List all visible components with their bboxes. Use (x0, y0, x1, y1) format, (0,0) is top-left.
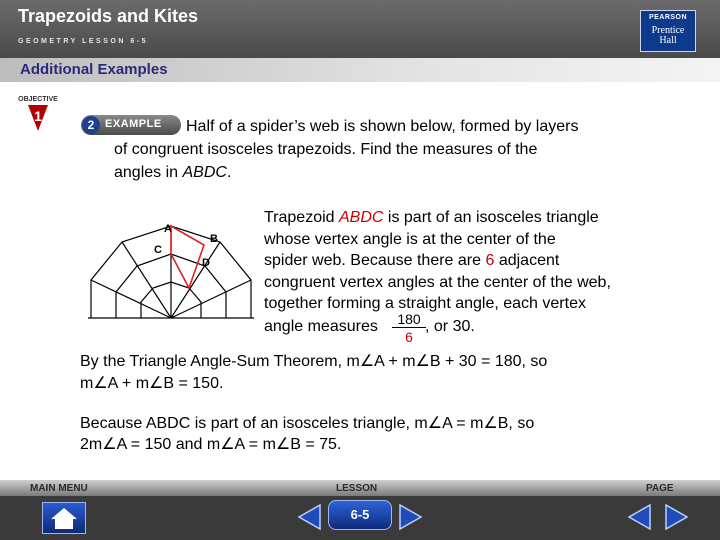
problem-line-2: of congruent isosceles trapezoids. Find the measures of the (114, 141, 538, 158)
figure-label-d: D (202, 257, 210, 269)
solution-line-1 (264, 207, 599, 229)
objective-number-icon (28, 105, 48, 131)
logo-line2: Hall (659, 35, 677, 46)
solution-line-2: whose vertex angle is at the center of the (264, 231, 556, 248)
home-button[interactable] (42, 502, 86, 534)
conclusion-line-2: 2m∠A = 150 and m∠A = m∠B = 75. (80, 436, 342, 453)
figure-label-c: C (154, 244, 162, 256)
page-title: Trapezoids and Kites (18, 6, 199, 26)
problem-line-1: Half of a spider’s web is shown below, formed by layers (186, 118, 579, 135)
objective-label: OBJECTIVE (18, 96, 58, 103)
solution-line-6-post: , or 30. (425, 318, 475, 335)
example-badge (81, 115, 181, 135)
lesson-prev-button[interactable] (296, 503, 322, 531)
solution-line-1-pre: Trapezoid (264, 209, 339, 226)
problem-line-3-post: . (226, 164, 232, 181)
page-next-button[interactable] (664, 503, 690, 531)
objective-badge (14, 96, 62, 136)
home-icon (43, 503, 85, 533)
solution-line-3-pre: spider web. Because there are (264, 252, 486, 269)
fraction-denominator: 6 (405, 329, 413, 345)
main-menu-label: MAIN MENU (30, 483, 88, 494)
lesson-next-button[interactable] (398, 503, 424, 531)
fraction-numerator: 180 (397, 311, 421, 327)
publisher-logo (640, 10, 696, 52)
conclusion-line-1: Because ABDC is part of an isosceles triangle, m∠A = m∠B, so (80, 415, 535, 432)
problem-line-3 (114, 162, 231, 184)
problem-line-3-italic: ABDC (182, 164, 227, 181)
solution-line-4: congruent vertex angles at the center of the web, (264, 274, 611, 291)
spider-web-figure (86, 214, 256, 330)
angle-count: 6 (485, 252, 495, 269)
lesson-label: LESSON (336, 483, 378, 494)
objective-number: 1 (34, 108, 42, 124)
trapezoid-name: ABDC (339, 209, 384, 226)
example-label: EXAMPLE (105, 118, 162, 130)
problem-line-3-pre: angles in (114, 164, 183, 181)
figure-label-b: B (210, 233, 218, 245)
page-prev-button[interactable] (626, 503, 652, 531)
solution-line-5: together forming a straight angle, each vertex (264, 295, 586, 312)
solution-line-6-pre: angle measures (264, 318, 378, 335)
solution-line-3-post: adjacent (494, 252, 560, 269)
logo-text-bottom (641, 26, 695, 46)
theorem-line-2: m∠A + m∠B = 150. (80, 375, 224, 392)
page-label: PAGE (646, 483, 674, 494)
logo-line1: Prentice (651, 25, 685, 36)
example-number: 2 (82, 116, 100, 134)
banner-title: Additional Examples (20, 61, 168, 78)
section-banner (0, 58, 720, 82)
lesson-subtitle: GEOMETRY LESSON 6-5 (18, 38, 148, 45)
theorem-line-1: By the Triangle Angle-Sum Theorem, m∠A + m∠B + 30 = 180, so (80, 353, 548, 370)
figure-label-a: A (164, 223, 172, 235)
lesson-number-button[interactable]: 6-5 (328, 500, 392, 530)
solution-line-3 (264, 250, 559, 272)
fraction-bar (392, 327, 426, 328)
header-bar (0, 0, 720, 58)
logo-text-top: PEARSON (648, 14, 688, 21)
solution-line-1-post: is part of an isosceles triangle (383, 209, 599, 226)
